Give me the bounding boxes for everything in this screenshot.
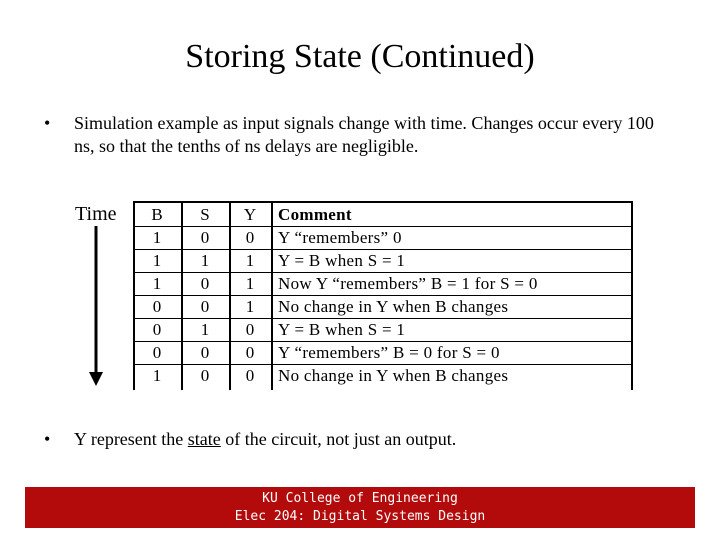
table-header-b: B (151, 205, 163, 224)
table-column-divider (631, 201, 633, 390)
bullet-state-text-before: Y represent the (74, 429, 188, 449)
time-label: Time (75, 203, 117, 225)
table-cell-comment: Y = B when S = 1 (278, 320, 406, 339)
bullet-marker: • (44, 429, 51, 449)
table-cell-comment: No change in Y when B changes (278, 366, 509, 385)
table-cell-comment: Y “remembers” B = 0 for S = 0 (278, 343, 500, 362)
bullet-marker: • (44, 113, 51, 133)
table-cell-s: 0 (200, 366, 210, 385)
table-cell-y: 0 (245, 228, 255, 247)
table-cell-s: 0 (200, 228, 210, 247)
table-cell-s: 0 (200, 297, 210, 316)
table-cell-b: 1 (152, 366, 162, 385)
table-cell-b: 0 (152, 343, 162, 362)
table-cell-b: 1 (152, 228, 162, 247)
table-cell-b: 0 (152, 320, 162, 339)
table-header-comment: Comment (278, 205, 352, 224)
footer-line-1: KU College of Engineering (262, 491, 458, 506)
table-cell-s: 0 (200, 343, 210, 362)
table-cell-y: 0 (245, 366, 255, 385)
table-column-divider (271, 201, 273, 390)
footer-banner (25, 487, 695, 528)
table-cell-comment: Now Y “remembers” B = 1 for S = 0 (278, 274, 538, 293)
bullet-state-text (74, 428, 456, 451)
table-cell-s: 0 (200, 274, 210, 293)
bullet-simulation-text: Simulation example as input signals change with time. Changes occur every 100 ns, so that the tenths of ns delays are negligible. (74, 113, 654, 156)
state-table (133, 201, 633, 390)
table-cell-comment: No change in Y when B changes (278, 297, 509, 316)
table-cell-s: 1 (200, 251, 210, 270)
table-cell-y: 0 (245, 343, 255, 362)
footer-line-2: Elec 204: Digital Systems Design (234, 509, 486, 524)
table-cell-b: 1 (152, 251, 162, 270)
table-cell-b: 1 (152, 274, 162, 293)
table-cell-b: 0 (152, 297, 162, 316)
time-arrow-icon (88, 226, 104, 388)
table-cell-y: 0 (245, 320, 255, 339)
table-cell-comment: Y “remembers” 0 (278, 228, 402, 247)
table-cell-y: 1 (245, 274, 255, 293)
table-cell-y: 1 (245, 297, 255, 316)
bullet-state-text-after: of the circuit, not just an output. (220, 429, 457, 449)
bullet-state-underlined: state (187, 429, 221, 449)
table-cell-s: 1 (200, 320, 210, 339)
table-cell-y: 1 (245, 251, 255, 270)
table-header-s: S (200, 205, 210, 224)
slide-title: Storing State (Continued) (185, 38, 535, 75)
table-header-y: Y (243, 205, 257, 224)
table-cell-comment: Y = B when S = 1 (278, 251, 406, 270)
